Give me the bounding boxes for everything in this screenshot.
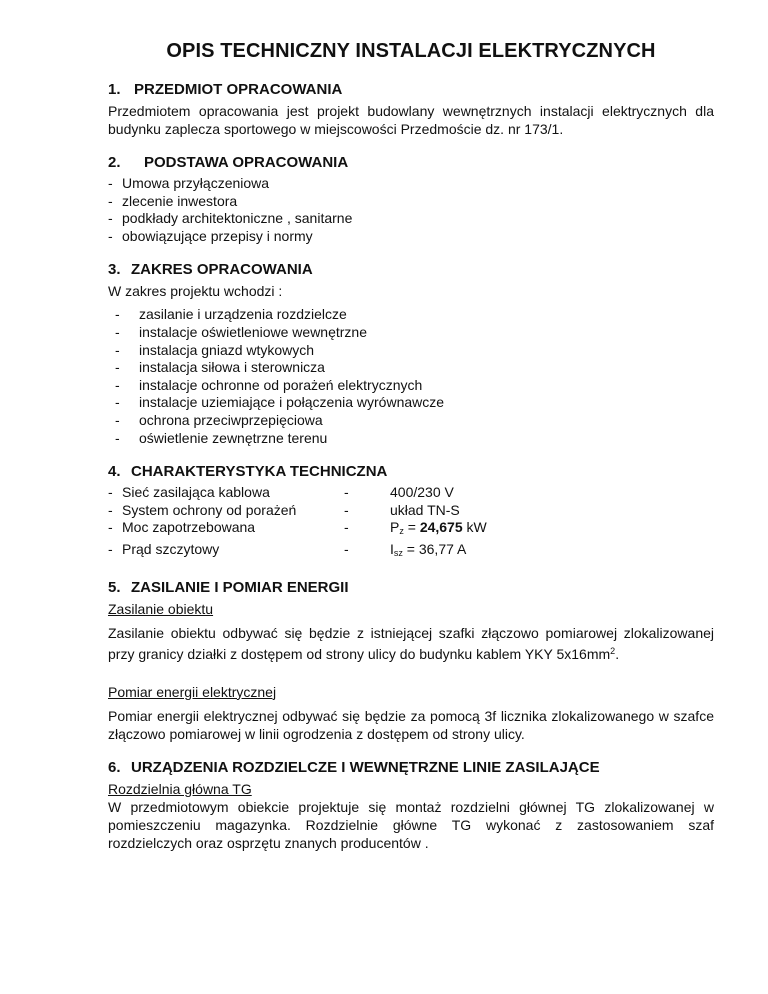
section-6-heading bbox=[108, 759, 714, 776]
section-6-title: URZĄDZENIA ROZDZIELCZE I WEWNĘTRZNE LINIE ZASILAJĄCE bbox=[131, 758, 600, 776]
section-3-list bbox=[108, 306, 714, 447]
list-item: - instalacja siłowa i sterownicza bbox=[115, 359, 325, 376]
list-item: - zasilanie i urządzenia rozdzielcze bbox=[115, 306, 347, 323]
section-5-subheading-supply: Zasilanie obiektu bbox=[108, 600, 214, 617]
section-4-number: 4. bbox=[108, 463, 121, 481]
document-title: OPIS TECHNICZNY INSTALACJI ELEKTRYCZNYCH bbox=[166, 40, 656, 62]
list-item: - instalacje ochronne od porażeń elektrycznych bbox=[115, 376, 423, 393]
section-3-title: ZAKRES OPRACOWANIA bbox=[131, 261, 313, 279]
peak-current-value: $I_{sz} = 36,77$ A bbox=[390, 540, 467, 558]
list-item: - Umowa przyłączeniowa bbox=[108, 175, 270, 191]
list-item: - zlecenie inwestora bbox=[108, 192, 238, 209]
section-2-heading bbox=[108, 154, 714, 171]
section-4-heading bbox=[108, 463, 714, 480]
section-5-subheading-metering: Pomiar energii elektrycznej bbox=[108, 683, 277, 700]
tech-row: - Prąd szczytowy - $I_{sz} = 36,77$ A bbox=[108, 541, 714, 563]
section-5-heading bbox=[108, 579, 714, 596]
section-4-title: CHARAKTERYSTYKA TECHNICZNA bbox=[131, 463, 388, 481]
section-1-title: PRZEDMIOT OPRACOWANIA bbox=[134, 81, 343, 98]
section-6-text: W przedmiotowym obiekcie projektuje się montaż rozdzielni głównej TG zlokalizowanej w pomieszczeniu magazynka. Rozdzielnie główne TG wykonać z zastosowaniem szaf rozdzielczych oraz osprzętu znanych producentów . bbox=[108, 798, 714, 851]
list-item: - ochrona przeciwprzepięciowa bbox=[115, 411, 323, 428]
list-item: - podkłady architektoniczne , sanitarne bbox=[108, 210, 353, 227]
list-item: - instalacja gniazd wtykowych bbox=[115, 341, 315, 358]
section-2-title: PODSTAWA OPRACOWANIA bbox=[144, 154, 349, 171]
list-item: - obowiązujące przepisy i normy bbox=[108, 227, 313, 244]
document-page bbox=[108, 40, 714, 852]
section-5-supply-text: Zasilanie obiektu odbywać się będzie z istniejącej szafki złączowo pomiarowej zlokalizowanej przy granicy działki z dostępem od strony ulicy do budynku kablem YKY $5x16mm^2$. bbox=[108, 624, 714, 662]
section-1-number: 1. bbox=[108, 81, 121, 98]
list-item: - instalacje oświetleniowe wewnętrzne bbox=[115, 323, 368, 340]
section-6-number: 6. bbox=[108, 758, 121, 776]
section-2-list bbox=[108, 175, 714, 245]
tech-spec-table bbox=[108, 484, 714, 562]
section-6-subheading: Rozdzielnia główna TG bbox=[108, 780, 252, 797]
list-item: - oświetlenie zewnętrzne terenu bbox=[115, 429, 328, 446]
section-3-intro: W zakres projektu wchodzi : bbox=[108, 283, 283, 300]
tech-row: - Sieć zasilająca kablowa - 400/230 V bbox=[108, 484, 454, 501]
section-3-number: 3. bbox=[108, 261, 121, 279]
section-1-heading bbox=[108, 81, 714, 98]
section-5-metering-text: Pomiar energii elektrycznej odbywać się będzie za pomocą 3f licznika zlokalizowanego w szafce złączowo pomiarowej w linii ogrodzenia z dostępem od strony ulicy. bbox=[108, 707, 714, 742]
tech-row: - Moc zapotrzebowana - $P_z = 24,675$ kW bbox=[108, 519, 714, 541]
tech-row: - System ochrony od porażeń - układ TN-S bbox=[108, 501, 460, 518]
section-5-number: 5. bbox=[108, 578, 121, 596]
section-2-number: 2. bbox=[108, 154, 121, 171]
section-5-title: ZASILANIE I POMIAR ENERGII bbox=[131, 578, 349, 596]
power-demand-value: $P_z = 24,675$ kW bbox=[390, 519, 487, 537]
section-1-text: Przedmiotem opracowania jest projekt budowlany wewnętrznych instalacji elektrycznych dla budynku zaplecza sportowego w miejscowości Przedmoście dz. nr 173/1. bbox=[108, 103, 714, 137]
list-item: - instalacje uziemiające i połączenia wyrównawcze bbox=[115, 394, 445, 411]
section-3-heading bbox=[108, 261, 714, 278]
